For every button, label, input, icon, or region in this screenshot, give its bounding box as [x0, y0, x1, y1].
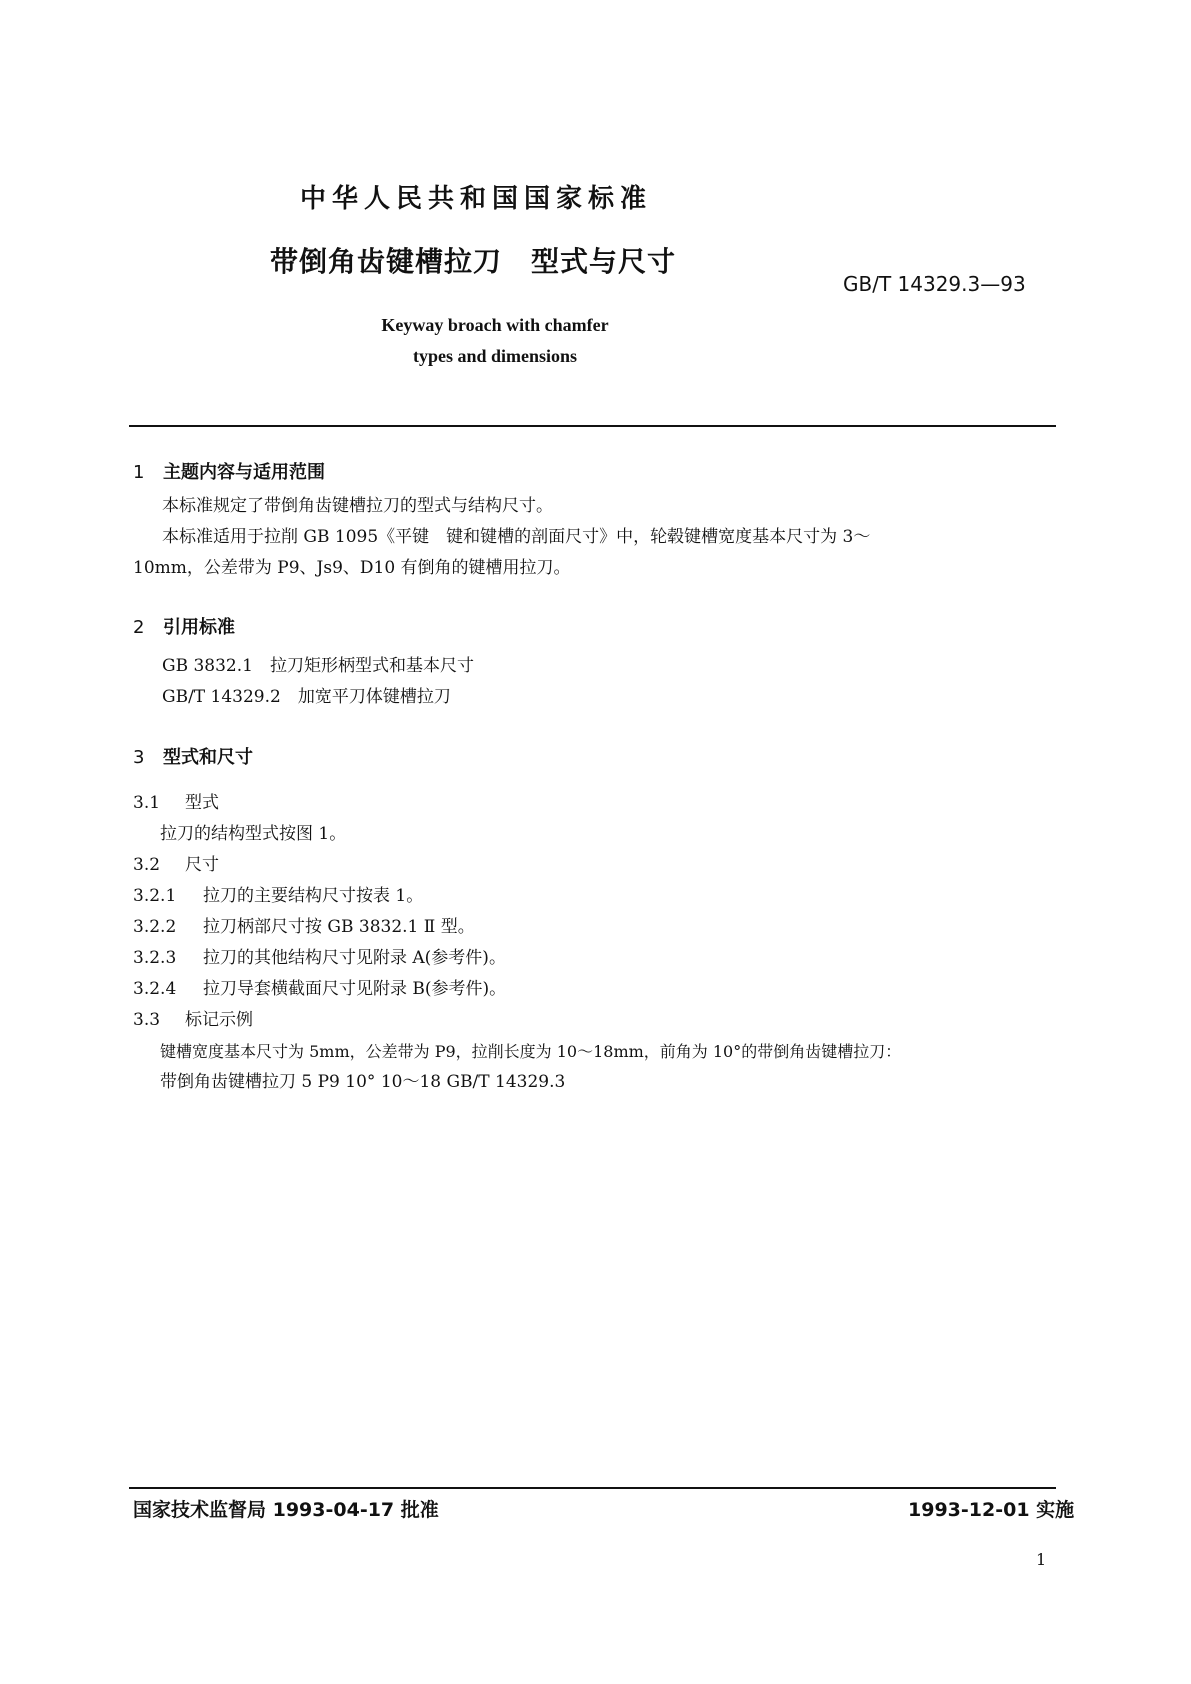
section-1-para-1: 本标准规定了带倒角齿键槽拉刀的型式与结构尺寸。: [162, 496, 553, 516]
subsection-3-2-3: [133, 943, 506, 974]
section-1-para-2-line-2: 10mm，公差带为 P9、Js9、D10 有倒角的键槽用拉刀。: [133, 558, 571, 578]
english-title-line-2: types and dimensions: [412, 346, 578, 366]
subsection-3-1-text: 拉刀的结构型式按图 1。: [160, 824, 347, 844]
subsection-3-1: [133, 788, 219, 819]
english-title-line-1: Keyway broach with chamfer: [381, 315, 609, 335]
section-number: 3: [133, 747, 145, 768]
subsection-title: 型式: [185, 793, 219, 813]
subsection-text: 拉刀的主要结构尺寸按表 1。: [203, 886, 424, 906]
subsection-number: 3.2.1: [133, 886, 177, 906]
subsection-text: 拉刀的其他结构尺寸见附录 A(参考件)。: [203, 948, 506, 968]
subsection-title: 尺寸: [185, 855, 219, 875]
section-title: 主题内容与适用范围: [163, 462, 325, 483]
section-1-para-2-line-1: 本标准适用于拉削 GB 1095《平键 键和键槽的剖面尺寸》中，轮毂键槽宽度基本尺寸为 3～: [162, 527, 871, 547]
section-1-heading: [133, 458, 325, 484]
reference-item: GB 3832.1 拉刀矩形柄型式和基本尺寸: [162, 656, 474, 676]
subsection-title: 标记示例: [185, 1010, 253, 1030]
section-2-heading: [133, 613, 235, 639]
implementation-date: 1993-12-01 实施: [908, 1499, 1075, 1521]
page-number: 1: [1036, 1550, 1047, 1569]
marking-example: 带倒角齿键槽拉刀 5 P9 10° 10～18 GB/T 14329.3: [160, 1072, 566, 1092]
marking-example-description: 键槽宽度基本尺寸为 5mm，公差带为 P9，拉削长度为 10～18mm，前角为 10°的带倒角齿键槽拉刀：: [160, 1042, 902, 1061]
standard-number: GB/T 14329.3—93: [843, 272, 1026, 296]
top-divider: [129, 425, 1056, 427]
section-title: 引用标准: [163, 617, 235, 638]
section-3-heading: [133, 743, 253, 769]
bottom-divider: [129, 1487, 1056, 1489]
subsection-text: 拉刀柄部尺寸按 GB 3832.1 Ⅱ 型。: [203, 917, 475, 937]
section-number: 2: [133, 617, 145, 638]
document-title: 带倒角齿键槽拉刀 型式与尺寸: [270, 245, 677, 278]
subsection-3-2-2: [133, 912, 475, 943]
section-number: 1: [133, 462, 145, 483]
subsection-number: 3.3: [133, 1010, 161, 1030]
english-title: [300, 310, 690, 372]
reference-item: GB/T 14329.2 加宽平刀体键槽拉刀: [162, 687, 451, 707]
subsection-number: 3.2.2: [133, 917, 177, 937]
section-title: 型式和尺寸: [163, 747, 253, 768]
subsection-text: 拉刀导套横截面尺寸见附录 B(参考件)。: [203, 979, 507, 999]
subsection-3-2-1: [133, 881, 423, 912]
subsection-3-3: [133, 1005, 253, 1036]
subsection-3-2-4: [133, 974, 506, 1005]
subsection-number: 3.2.3: [133, 948, 177, 968]
subsection-number: 3.2: [133, 855, 161, 875]
subsection-number: 3.2.4: [133, 979, 177, 999]
subsection-3-2: [133, 850, 219, 881]
national-standard-title: 中华人民共和国国家标准: [300, 184, 653, 214]
subsection-number: 3.1: [133, 793, 161, 813]
approval-line: 国家技术监督局 1993-04-17 批准: [133, 1499, 439, 1521]
